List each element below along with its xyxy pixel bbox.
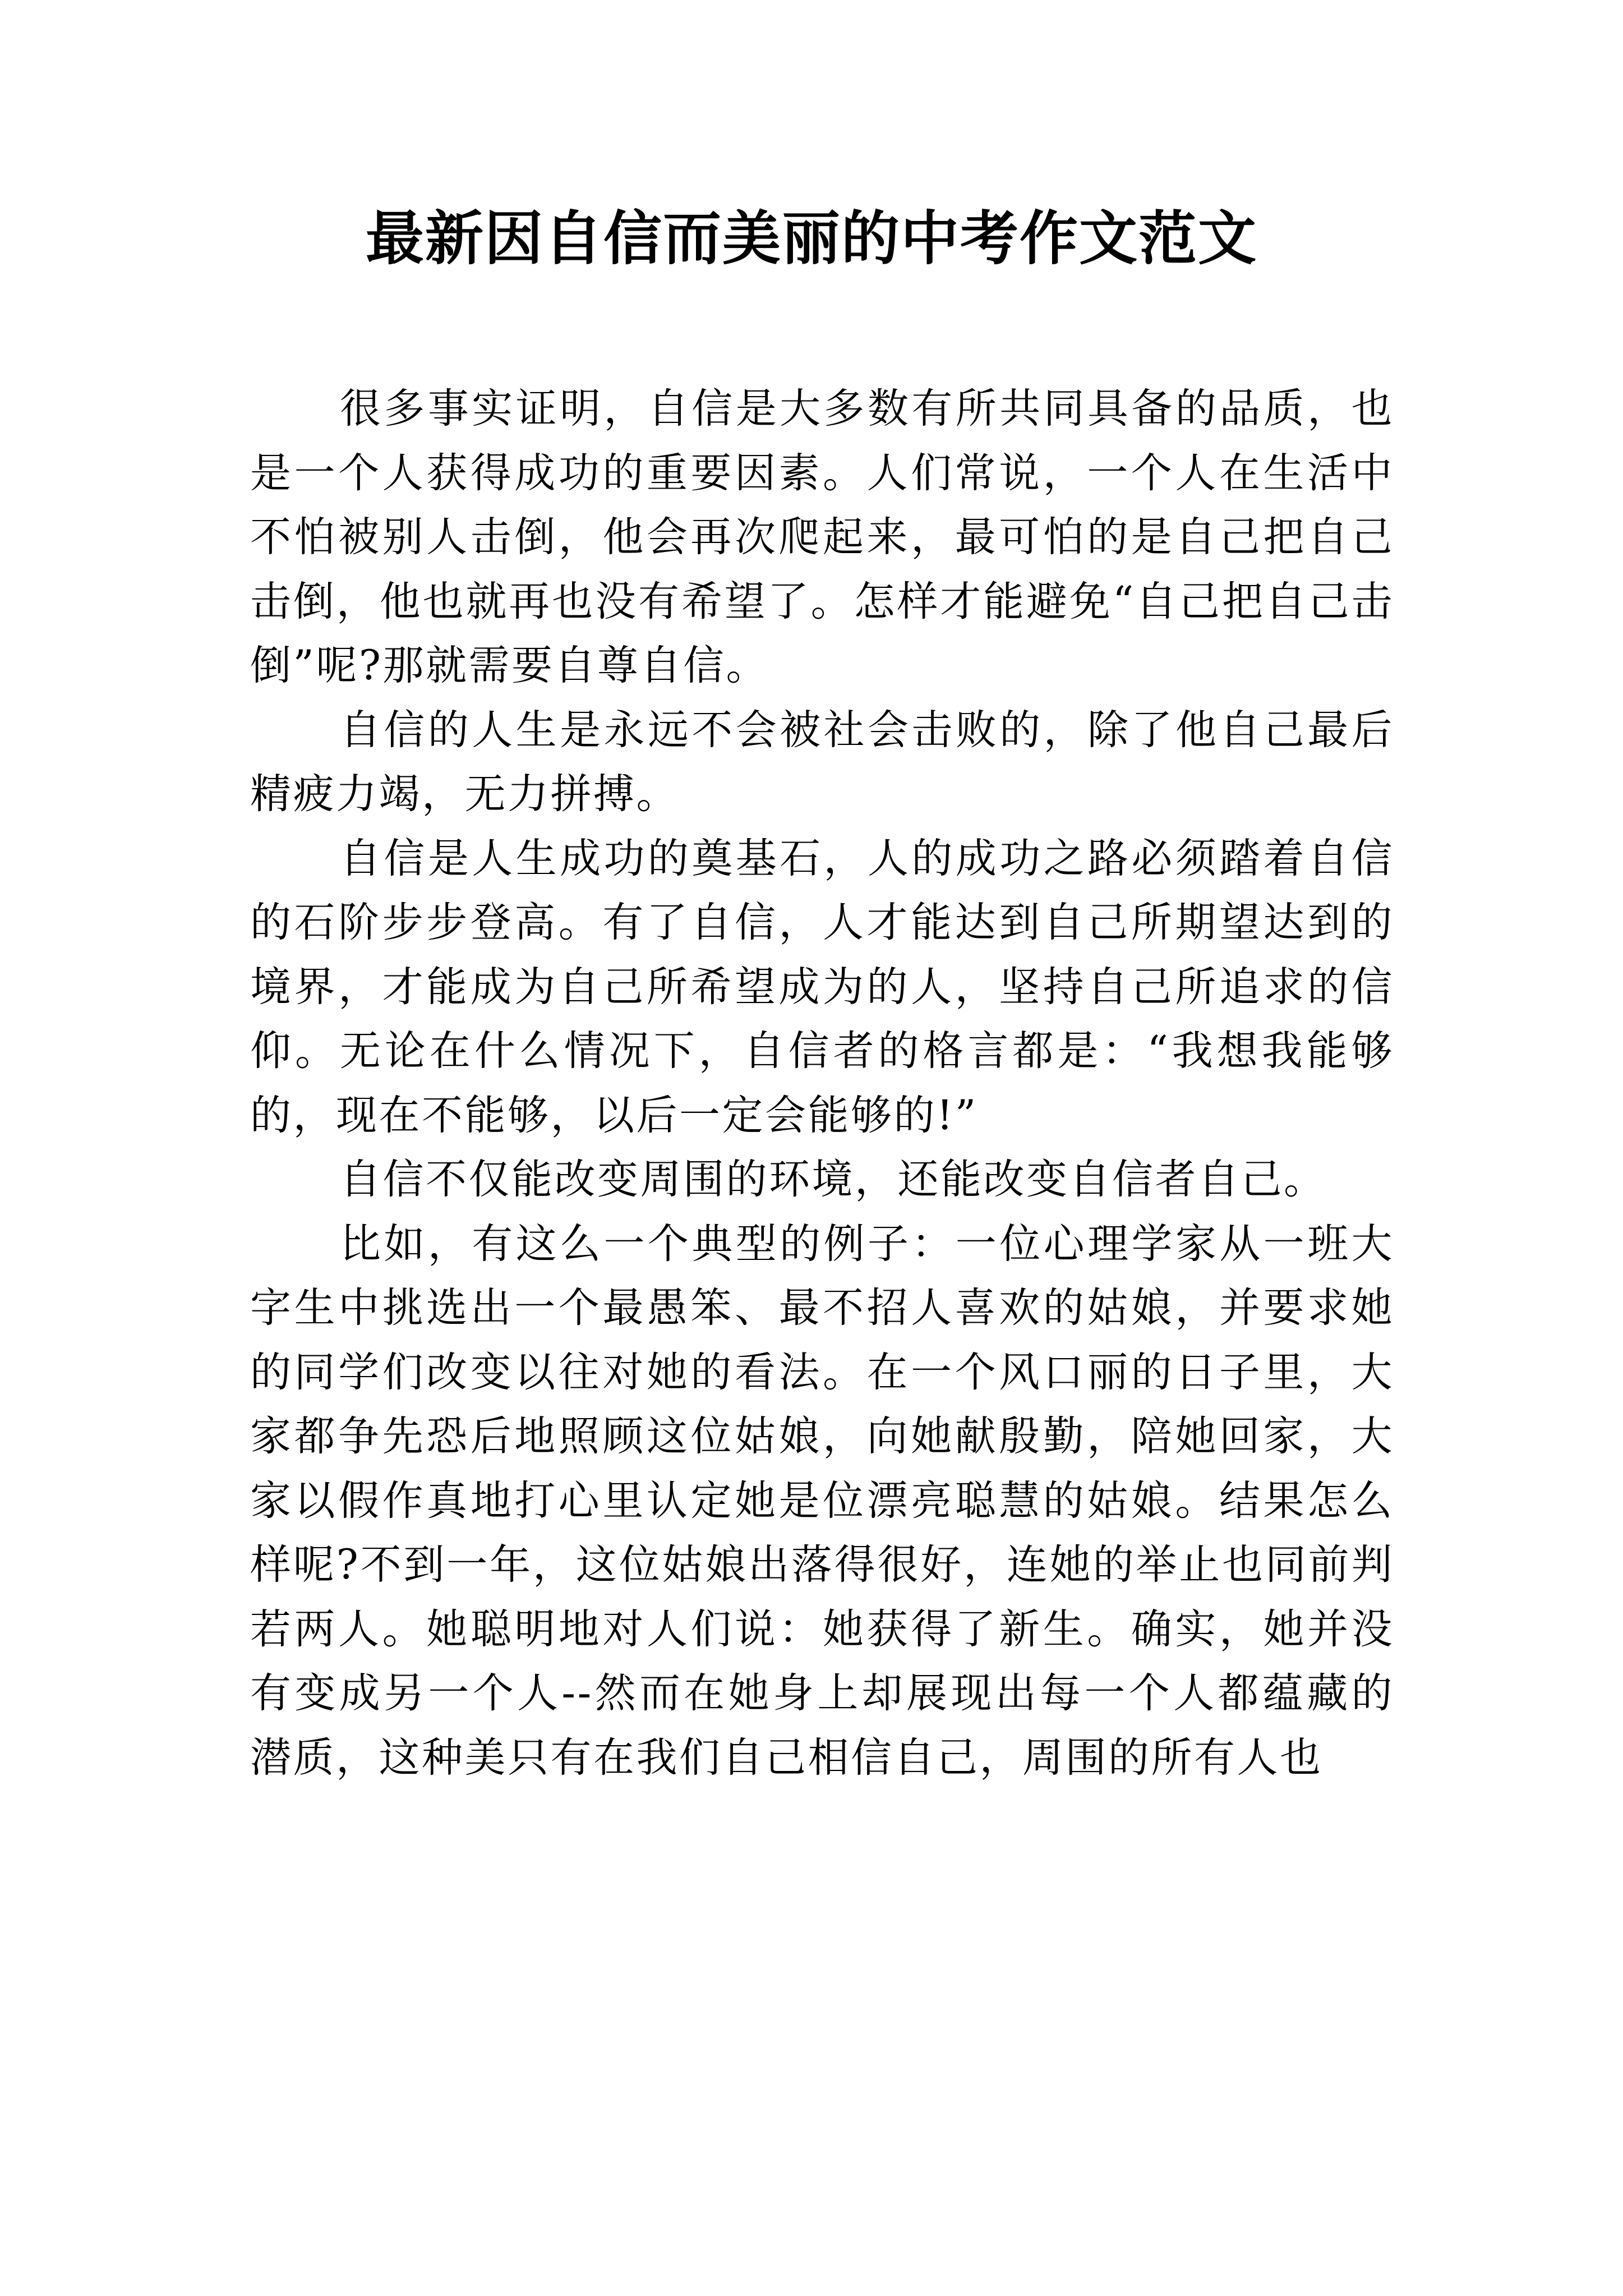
paragraph: 自信是人生成功的奠基石，人的成功之路必须踏着自信的石阶步步登高。有了自信，人才能达到自己所期望达到的境界，才能成为自己所希望成为的人，坚持自己所追求的信仰。无论在什么情况下，自信者的格言都是：“我想我能够的，现在不能够，以后一定会能够的!” [250,834,1394,1139]
document-title: 最新因自信而美丽的中考作文范文 [365,204,1257,273]
paragraph: 很多事实证明，自信是大多数有所共同具备的品质，也是一个人获得成功的重要因素。人们常说，一个人在生活中不怕被别人击倒，他会再次爬起来，最可怕的是自己把自己击倒，他也就再也没有希望了。怎样才能避免“自己把自己击倒”呢?那就需要自尊自信。 [250,385,1394,689]
paragraph: 比如，有这么一个典型的例子：一位心理学家从一班大字生中挑选出一个最愚笨、最不招人喜欢的姑娘，并要求她的同学们改变以往对她的看法。在一个风口丽的日子里，大家都争先恐后地照顾这位姑娘，向她献殷勤，陪她回家，大家以假作真地打心里认定她是位漂亮聪慧的姑娘。结果怎么样呢?不到一年，这位姑娘出落得很好，连她的举止也同前判若两人。她聪明地对人们说：她获得了新生。确实，她并没有变成另一个人--然而在她身上却展现出每一个人都蕴藏的潜质，这种美只有在我们自己相信自己，周围的所有人也 [250,1220,1394,1782]
paragraph: 自信不仅能改变周围的环境，还能改变自信者自己。 [340,1156,1327,1203]
document-body [250,377,1394,1790]
paragraph: 自信的人生是永远不会被社会击败的，除了他自己最后精疲力竭，无力拼搏。 [250,706,1394,818]
